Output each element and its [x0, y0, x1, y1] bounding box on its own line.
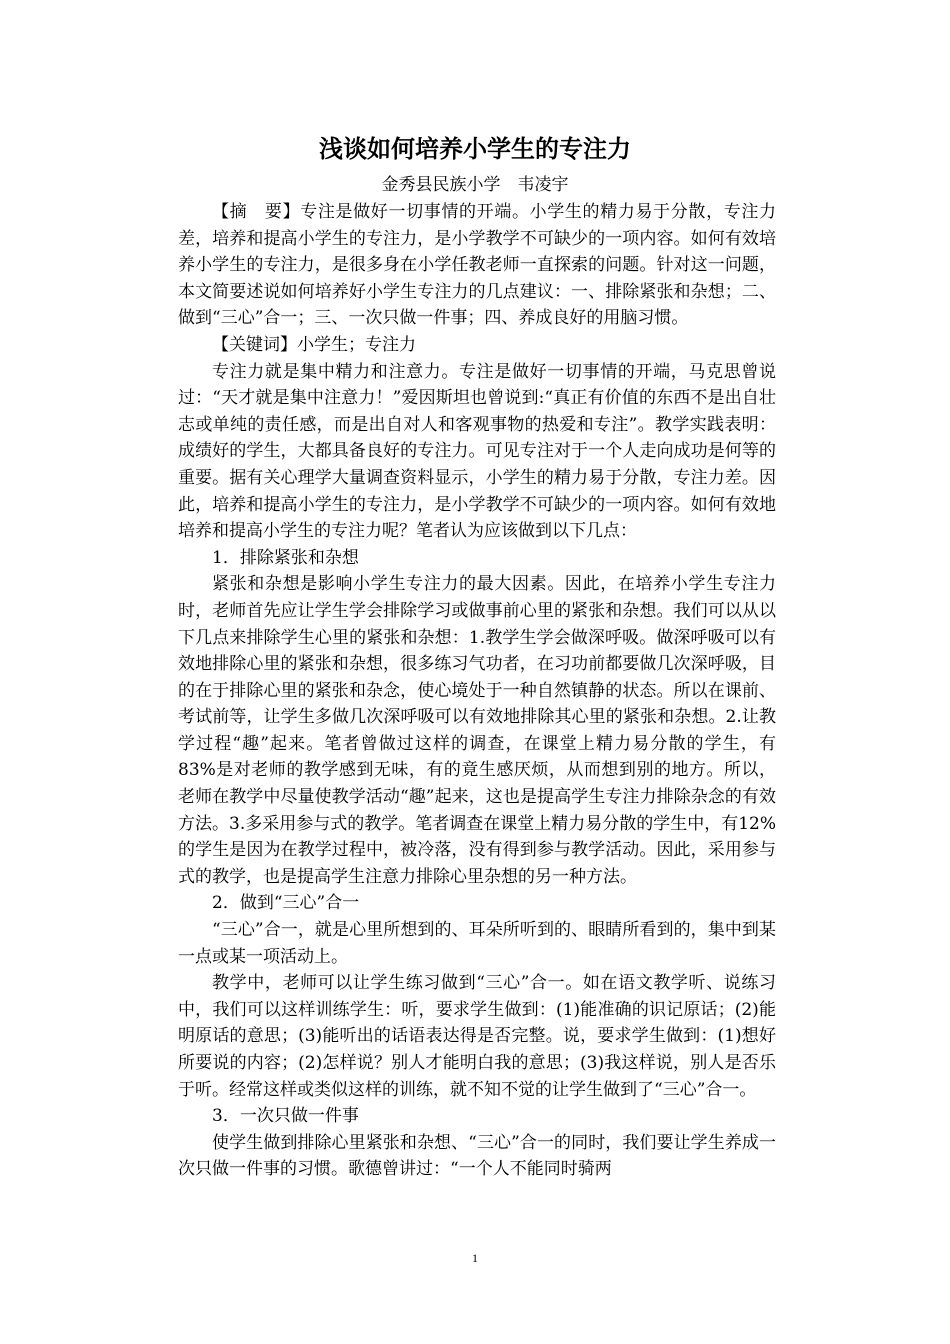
section-2-paragraph-2: 教学中，老师可以让学生练习做到“三心”合一。如在语文教学听、说练习中，我们可以这样训练学生：听，要求学生做到：(1)能准确的识记原话；(2)能明原话的意思；(3)能听出的话语表达得是否完整。说，要求学生做到：(1)想好所要说的内容；(2)怎样说？别人才能明白我的意思；(3)我这样说，别人是否乐于听。经常这样或类似这样的训练，就不知不觉的让学生做到了“三心”合一。	[178, 973, 776, 1100]
document-body	[178, 199, 776, 1183]
section-1-paragraph: 紧张和杂想是影响小学生专注力的最大因素。因此，在培养小学生专注力时，老师首先应让学生学会排除学习或做事前心里的紧张和杂想。我们可以从以下几点来排除学生心里的紧张和杂想：1.教学生学会做深呼吸。做深呼吸可以有效地排除心里的紧张和杂想，很多练习气功者，在习功前都要做几次深呼吸，目的在于排除心里的紧张和杂念，使心境处于一种自然镇静的状态。所以在课前、考试前等，让学生多做几次深呼吸可以有效地排除其心里的紧张和杂想。2.让教学过程“趣”起来。笔者曾做过这样的调查，在课堂上精力易分散的学生，有83%是对老师的教学感到无味，有的竟生感厌烦，从而想到别的地方。所以，老师在教学中尽量使教学活动“趣”起来，这也是提高学生专注力排除杂念的有效方法。3.多采用参与式的教学。笔者调查在课堂上精力易分散的学生中，有12%的学生是因为在教学过程中，被冷落，没有得到参与教学活动。因此，采用参与式的教学，也是提高学生注意力排除心里杂想的另一种方法。	[178, 574, 777, 887]
page-number: 1	[472, 1251, 478, 1265]
author-line: 金秀县民族小学 韦凌宇	[381, 175, 569, 195]
intro-paragraph: 专注力就是集中精力和注意力。专注是做好一切事情的开端，马克思曾说过：“天才就是集中注意力！”爱因斯坦也曾说到:“真正有价值的东西不是出自壮志或单纯的责任感，而是出自对人和客观事物的热爱和专注”。教学实践表明：成绩好的学生，大都具备良好的专注力。可见专注对于一个人走向成功是何等的重要。据有关心理学大量调查资料显示，小学生的精力易于分散，专注力差。因此，培养和提高小学生的专注力，是小学教学不可缺少的一项内容。如何有效地培养和提高小学生的专注力呢？笔者认为应该做到以下几点：	[178, 361, 776, 542]
section-heading-2: 2．做到“三心”合一	[212, 893, 360, 914]
abstract-paragraph: 【摘 要】专注是做好一切事情的开端。小学生的精力易于分散，专注力差，培养和提高小学生的专注力，是小学教学不可缺少的一项内容。如何有效培养小学生的专注力，是很多身在小学任教老师一直探索的问题。针对这一问题，本文简要述说如何培养好小学生专注力的几点建议：一、排除紧张和杂想；二、做到“三心”合一；三、一次只做一件事；四、养成良好的用脑习惯。	[178, 202, 776, 329]
keywords-paragraph: 【关键词】小学生；专注力	[212, 334, 416, 355]
section-2-paragraph-1: “三心”合一，就是心里所想到的、耳朵所听到的、眼睛所看到的，集中到某一点或某一项活动上。	[178, 920, 776, 967]
section-heading-1: 1．排除紧张和杂想	[212, 547, 359, 568]
section-3-paragraph-1: 使学生做到排除心里紧张和杂想、“三心”合一的同时，我们要让学生养成一次只做一件事的习惯。歌德曾讲过：“一个人不能同时骑两	[178, 1132, 776, 1180]
section-heading-3: 3．一次只做一件事	[212, 1106, 359, 1127]
document-title: 浅谈如何培养小学生的专注力	[319, 134, 631, 163]
